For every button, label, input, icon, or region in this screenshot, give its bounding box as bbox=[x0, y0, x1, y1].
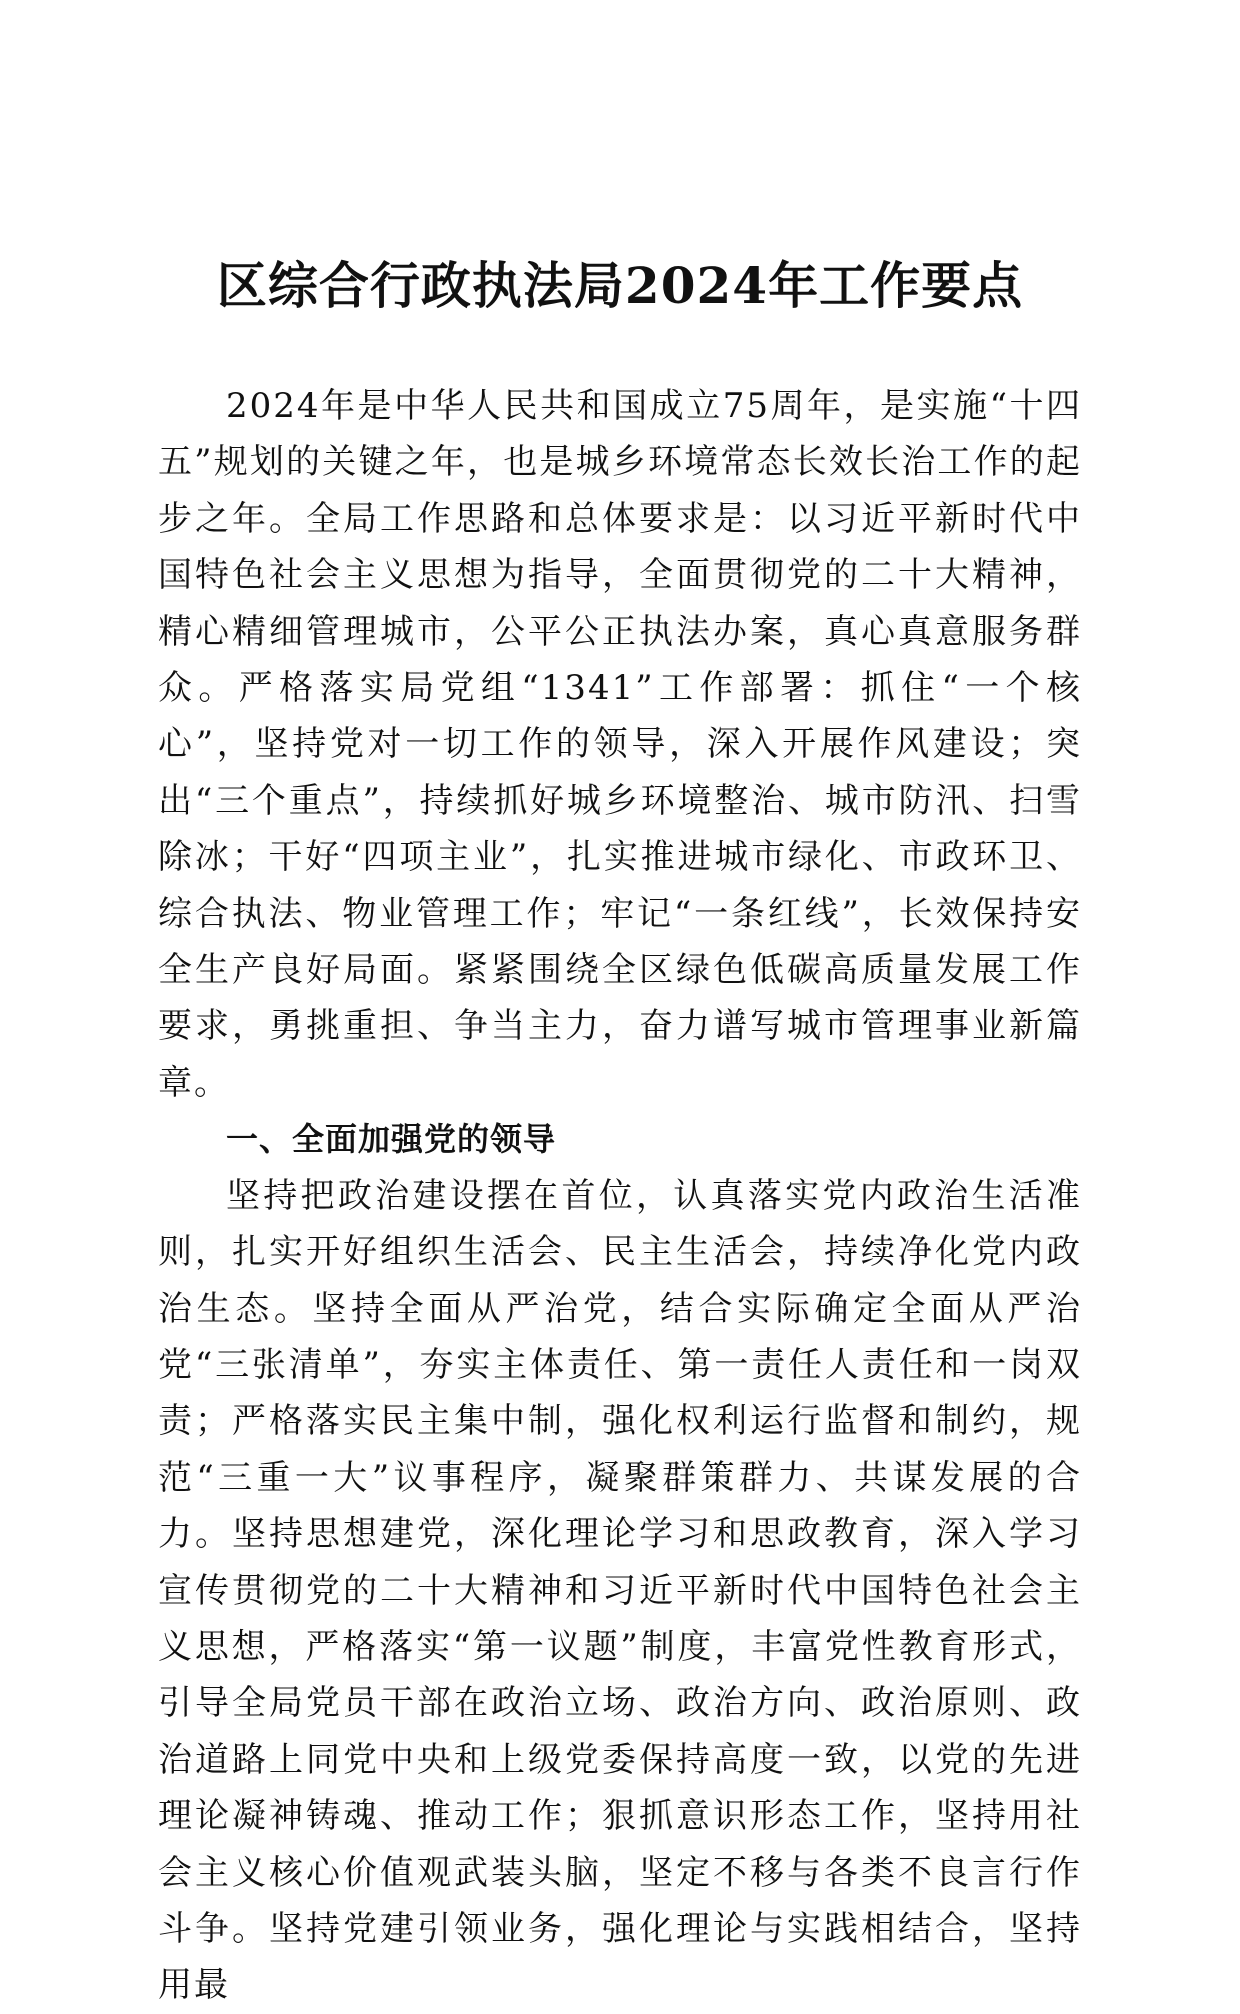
section-paragraph: 坚持把政治建设摆在首位，认真落实党内政治生活准则，扎实开好组织生活会、民主生活会，持续净化党内政治生态。坚持全面从严治党，结合实际确定全面从严治党“三张清单”，夯实主体责任、第一责任人责任和一岗双责；严格落实民主集中制，强化权利运行监督和制约，规范“三重一大”议事程序，凝聚群策群力、共谋发展的合力。坚持思想建党，深化理论学习和思政教育，深入学习宣传贯彻党的二十大精神和习近平新时代中国特色社会主义思想，严格落实“第一议题”制度，丰富党性教育形式，引导全局党员干部在政治立场、政治方向、政治原则、政治道路上同党中央和上级党委保持高度一致，以党的先进理论凝神铸魂、推动工作；狠抓意识形态工作，坚持用社会主义核心价值观武装头脑，坚定不移与各类不良言行作斗争。坚持党建引领业务，强化理论与实践相结合，坚持用最 bbox=[158, 1175, 1082, 2006]
section-heading: 一、全面加强党的领导 bbox=[226, 1120, 557, 1159]
document-body bbox=[158, 378, 1082, 2014]
intro-paragraph: 2024年是中华人民共和国成立75周年，是实施“十四五”规划的关键之年，也是城乡环境常态长效长治工作的起步之年。全局工作思路和总体要求是：以习近平新时代中国特色社会主义思想为指导，全面贯彻党的二十大精神，精心精细管理城市，公平公正执法办案，真心真意服务群众。严格落实局党组“1341”工作部署：抓住“一个核心”，坚持党对一切工作的领导，深入开展作风建设；突出“三个重点”，持续抓好城乡环境整治、城市防汛、扫雪除冰；干好“四项主业”，扎实推进城市绿化、市政环卫、综合执法、物业管理工作；牢记“一条红线”，长效保持安全生产良好局面。紧紧围绕全区绿色低碳高质量发展工作要求，勇挑重担、争当主力，奋力谱写城市管理事业新篇章。 bbox=[158, 386, 1082, 1103]
document-title: 区综合行政执法局2024年工作要点 bbox=[216, 256, 1024, 315]
